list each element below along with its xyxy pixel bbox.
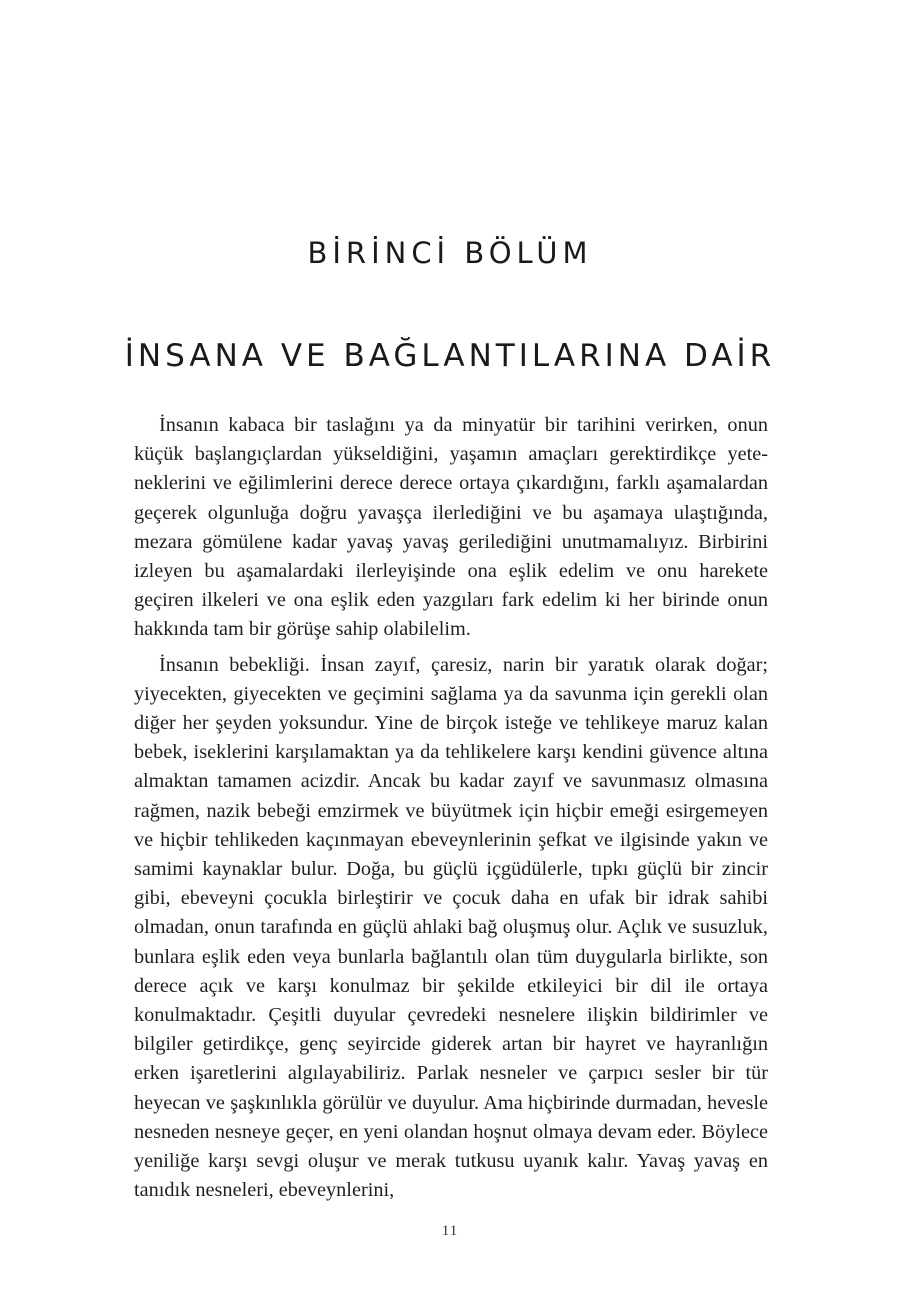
body-text xyxy=(134,411,768,1211)
paragraph: İnsanın kabaca bir taslağını ya da minyatür bir tarihini verirken, onun küçük başlangıçlardan yükseldiğini, yaşamın amaçları gerektirdikçe yeteneklerini ve eğilimlerini derece derece ortaya çıkardığını, farklı aşamalardan geçerek olgunluğa doğru yavaşça ilerlediğini ve bu aşamaya ulaştığında, mezara gömülene kadar yavaş yavaş gerilediğini unutmamalıyız. Birbirini izleyen bu aşamalardaki ilerleyişinde ona eşlik edelim ve onu harekete geçiren ilkeleri ve ona eşlik eden yazgıları fark edelim ki her birinde onun hakkında tam bir görüşe sahip olabilelim. xyxy=(134,414,768,641)
chapter-title: İNSANA VE BAĞLANTILARINA DAİR xyxy=(124,338,776,374)
part-title: BİRİNCİ BÖLÜM xyxy=(307,236,593,270)
page-number: 11 xyxy=(441,1223,459,1239)
paragraph: İnsanın bebekliği. İnsan zayıf, çaresiz, narin bir yaratık olarak doğar; yiyecekten, giyecekten ve geçimini sağlama ya da savunma için gerekli olan diğer her şeyden yoksundur. Yine de birçok isteğe ve tehlikeye maruz kalan bebek, iseklerini karşılamaktan ya da tehlikelere karşı kendini güvence altına almaktan tamamen acizdir. Ancak bu kadar zayıf ve savunmasız olmasına rağmen, nazik bebeği emzirmek ve büyütmek için hiçbir emeği esirgemeyen ve hiçbir tehlikeden kaçınmayan ebeveynlerinin şefkat ve ilgisinde yakın ve samimi kaynaklar bulur. Doğa, bu güçlü içgüdülerle, tıpkı güçlü bir zincir gibi, ebeveyni çocukla birleştirir ve çocuk daha en ufak bir idrak sahibi olmadan, onun tarafında en güçlü ahlaki bağ oluşmuş olur. Açlık ve susuzluk, bunlara eşlik eden veya bunlarla bağlantılı olan tüm duygularla birlikte, son derece açık ve karşı konulmaz bir şekilde etkileyici bir dil ile ortaya konulmaktadır. Çeşitli duyular çevredeki nesnelere ilişkin bildirimler ve bilgiler getirdikçe, genç seyircide giderek artan bir hayret ve hayranlığın erken işaretlerini algılayabiliriz. Parlak nesneler ve çarpıcı sesler bir tür heyecan ve şaşkınlıkla görülür ve duyulur. Ama hiçbirinde durmadan, hevesle nesneden nesneye geçer, en yeni olandan hoşnut olmaya devam eder. Böylece yeniliğe karşı sevgi oluşur ve merak tutkusu uyanık kalır. Yavaş yavaş en tanıdık nesneleri, ebeveynlerini, xyxy=(134,653,768,1202)
